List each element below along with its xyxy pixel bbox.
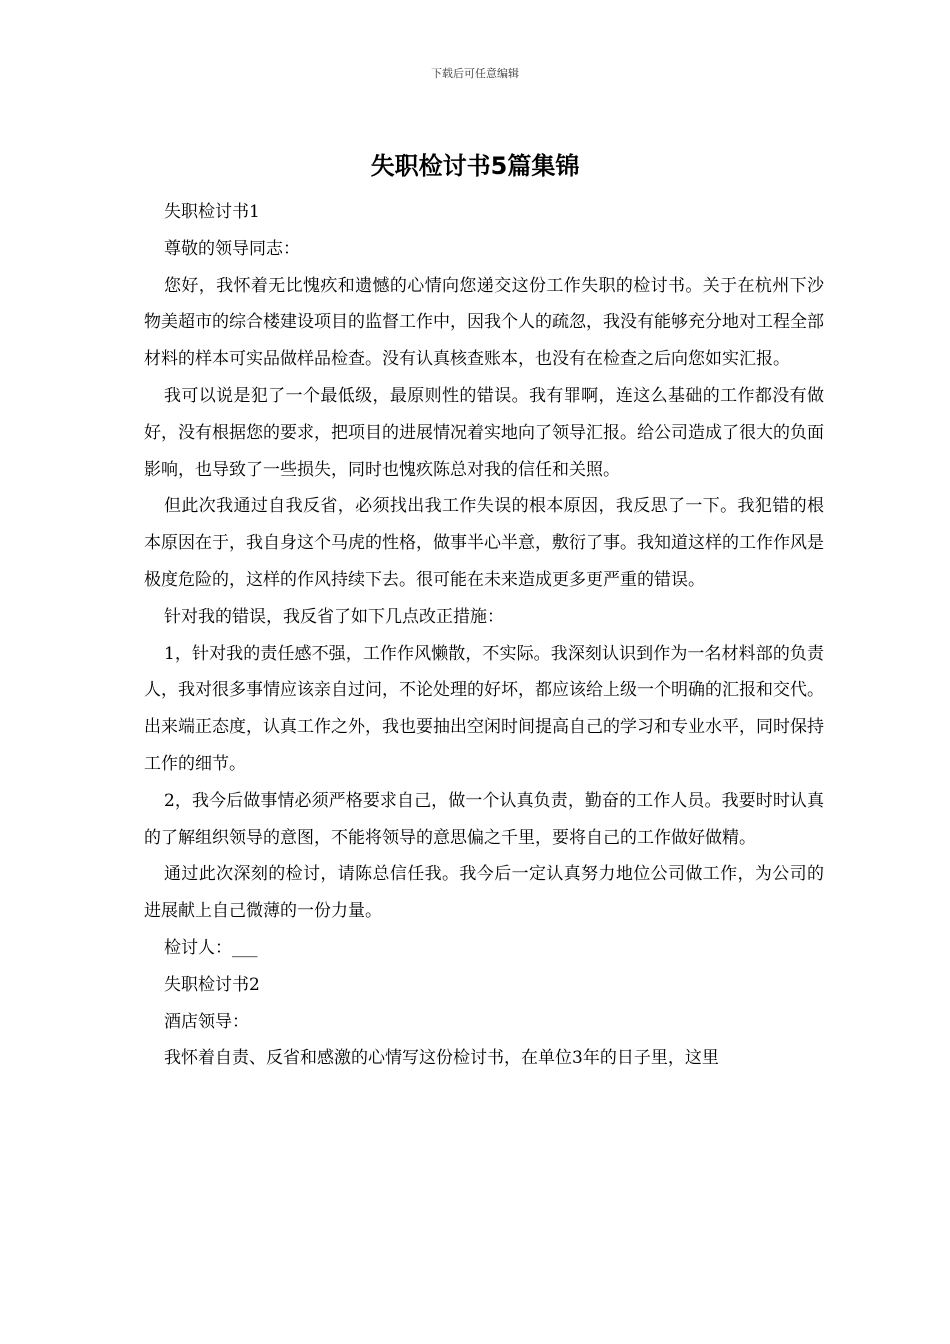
paragraph: 失职检讨书2 — [164, 974, 260, 995]
paragraph: 我怀着自责、反省和感激的心情写这份检讨书，在单位3年的日子里，这里 — [164, 1048, 719, 1069]
paragraph: 我可以说是犯了一个最低级，最原则性的错误。我有罪啊，连这么基础的工作都没有做好，没有根据您的要求，把项目的进展情况着实地向了领导汇报。给公司造成了很大的负面影响，也导致了一些损失，同时也愧疚陈总对我的信任和关照。 — [144, 385, 824, 480]
paragraph: 酒店领导： — [164, 1011, 249, 1032]
paragraph: 但此次我通过自我反省，必须找出我工作失误的根本原因，我反思了一下。我犯错的根本原因在于，我自身这个马虎的性格，做事半心半意，敷衍了事。我知道这样的工作作风是极度危险的，这样的作风持续下去。很可能在未来造成更多更严重的错误。 — [144, 496, 824, 590]
document-title: 失职检讨书5篇集锦 — [370, 152, 580, 180]
paragraph: 2，我今后做事情必须严格要求自己，做一个认真负责，勤奋的工作人员。我要时时认真的了解组织领导的意图，不能将领导的意思偏之千里，要将自己的工作做好做精。 — [144, 790, 824, 848]
paragraph: 通过此次深刻的检讨，请陈总信任我。我今后一定认真努力地位公司做工作，为公司的进展献上自己微薄的一份力量。 — [144, 864, 824, 922]
document-body — [144, 194, 824, 1077]
paragraph: 针对我的错误，我反省了如下几点改正措施： — [164, 606, 504, 627]
paragraph: 1，针对我的责任感不强，工作作风懒散，不实际。我深刻认识到作为一名材料部的负责人，我对很多事情应该亲自过问，不论处理的好坏，都应该给上级一个明确的汇报和交代。出来端正态度，认真工作之外，我也要抽出空闲时间提高自己的学习和专业水平，同时保持工作的细节。 — [144, 643, 824, 774]
header-note: 下载后可任意编辑 — [431, 67, 519, 80]
paragraph: 失职检讨书1 — [164, 202, 260, 222]
paragraph: 尊敬的领导同志： — [164, 238, 300, 259]
paragraph: 检讨人：___ — [164, 937, 258, 958]
paragraph: 您好，我怀着无比愧疚和遗憾的心情向您递交这份工作失职的检讨书。关于在杭州下沙物美超市的综合楼建设项目的监督工作中，因我个人的疏忽，我没有能够充分地对工程全部材料的样本可实品做样品检查。没有认真核查账本，也没有在检查之后向您如实汇报。 — [144, 275, 824, 370]
